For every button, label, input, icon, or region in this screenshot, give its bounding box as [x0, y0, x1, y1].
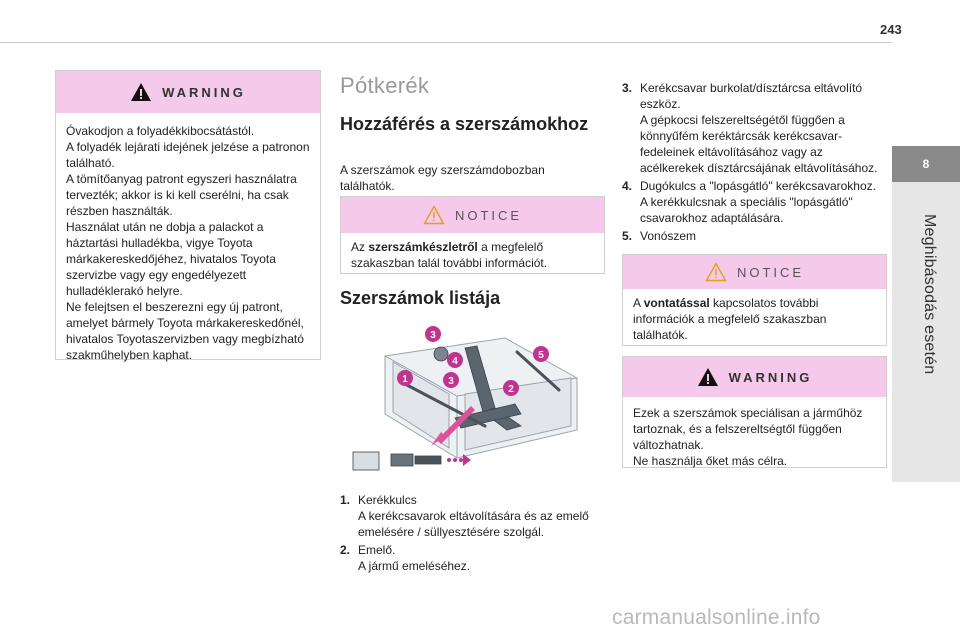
notice-text-prefix: Az	[351, 240, 369, 254]
warning-line: Használat után ne dobja a palackot a háztartási hulladékba, vigye Toyota márkakereskedőjéhez, hivatalos Toyota szervizbe vagy egy engedélyezett hulladéklerakó helyre.	[66, 220, 276, 298]
notice-header	[341, 197, 604, 233]
tools-list-mid	[340, 492, 600, 576]
callout-2: 2	[508, 384, 514, 395]
list-item	[622, 178, 888, 226]
notice-text-bold: szerszámkészletről	[368, 240, 478, 254]
notice-text	[623, 289, 886, 353]
warning-label: WARNING	[728, 369, 813, 385]
list-item-number: 2.	[340, 543, 351, 557]
notice-text-bold: vontatással	[643, 296, 710, 310]
notice-text-suffix: kapcsolatos további információk a megfelelő szakaszban találhatók.	[633, 296, 827, 342]
tool-kit-illustration	[345, 318, 585, 478]
warning-line: A folyadék lejárati idejének jelzése a patronon található.	[66, 140, 310, 170]
list-item-desc: A kerékkulcsnak a speciális "lopásgátló" csavarokhoz adaptálására.	[640, 195, 853, 225]
list-item-title: Kerékkulcs	[358, 493, 417, 507]
warning-triangle-icon	[697, 367, 719, 387]
list-item-title: Emelő.	[358, 543, 396, 557]
list-item-desc: A kerékcsavarok eltávolítására és az emelő emelésére / süllyesztésére szolgál.	[358, 509, 589, 539]
notice-box-mid	[340, 196, 605, 274]
callout-5: 5	[538, 350, 544, 361]
tools-list-right	[622, 80, 888, 246]
warning-line: Ne felejtsen el beszerezni egy új patront, amelyet bármely Toyota márkakereskedőnél, hivatalos Toyotaszervizben vagy megbízható szakműhelyben kaphat.	[66, 300, 304, 362]
callout-4: 4	[452, 356, 458, 367]
watermark[interactable]: carmanualsonline.info	[612, 606, 821, 629]
warning-text	[56, 113, 320, 373]
notice-triangle-icon	[705, 262, 727, 282]
notice-box-right	[622, 254, 887, 346]
list-item-title: Vonószem	[640, 229, 697, 243]
notice-text-suffix: a megfelelő szakaszban talál további információt.	[351, 240, 548, 270]
chapter-title: Meghibásodás esetén	[921, 214, 938, 375]
warning-line: A tömítőanyag patront egyszeri használatra tervezték; akkor is ki kell cserélni, ha csak részben használták.	[66, 172, 297, 218]
warning-triangle-icon	[130, 82, 152, 102]
notice-label: NOTICE	[736, 264, 805, 280]
warning-header	[56, 71, 320, 113]
notice-label: NOTICE	[454, 207, 523, 223]
access-heading: Hozzáférés a szerszámokhoz	[340, 114, 589, 134]
list-item-number: 1.	[340, 493, 351, 507]
warning-line: Óvakodjon a folyadékkibocsátástól.	[66, 124, 255, 138]
callout-1: 1	[402, 374, 408, 385]
notice-text	[341, 233, 604, 281]
warning-header	[623, 357, 886, 397]
list-item	[340, 492, 600, 540]
warning-box-left	[55, 70, 321, 360]
notice-triangle-icon	[423, 205, 445, 225]
list-item-number: 5.	[622, 229, 633, 243]
warning-line: Ne használja őket más célra.	[633, 454, 788, 468]
list-item-desc: A jármű emeléséhez.	[358, 559, 471, 573]
callout-3b: 3	[448, 376, 454, 387]
section-title: Pótkerék	[340, 73, 430, 98]
header-divider	[0, 42, 892, 43]
list-item-number: 3.	[622, 81, 633, 95]
tools-heading: Szerszámok listája	[340, 288, 501, 308]
list-item-number: 4.	[622, 179, 633, 193]
access-text: A szerszámok egy szerszámdobozban találhatók.	[340, 163, 545, 193]
list-item-desc: A gépkocsi felszereltségétől függően a könnyűfém keréktárcsák kerékcsavar-fedeleinek eltávolításához vagy az acélkerekek dísztárcsájának eltávolításához.	[640, 113, 878, 175]
list-item-title: Kerékcsavar burkolat/dísztárcsa eltávolító eszköz.	[640, 81, 863, 111]
warning-text	[623, 397, 886, 479]
list-item-title: Dugókulcs a "lopásgátló" kerékcsavarokhoz.	[640, 179, 876, 193]
list-item	[622, 228, 888, 244]
page-number: 243	[880, 22, 902, 37]
list-item	[340, 542, 600, 574]
chapter-number-tab[interactable]: 8	[892, 146, 960, 182]
warning-box-right	[622, 356, 887, 468]
notice-text-prefix: A	[633, 296, 644, 310]
notice-header	[623, 255, 886, 289]
list-item	[622, 80, 888, 176]
warning-line: Ezek a szerszámok speciálisan a járműhöz tartoznak, és a felszereltségtől függően változhatnak.	[633, 406, 863, 452]
warning-label: WARNING	[162, 84, 246, 100]
callout-3a: 3	[430, 330, 436, 341]
